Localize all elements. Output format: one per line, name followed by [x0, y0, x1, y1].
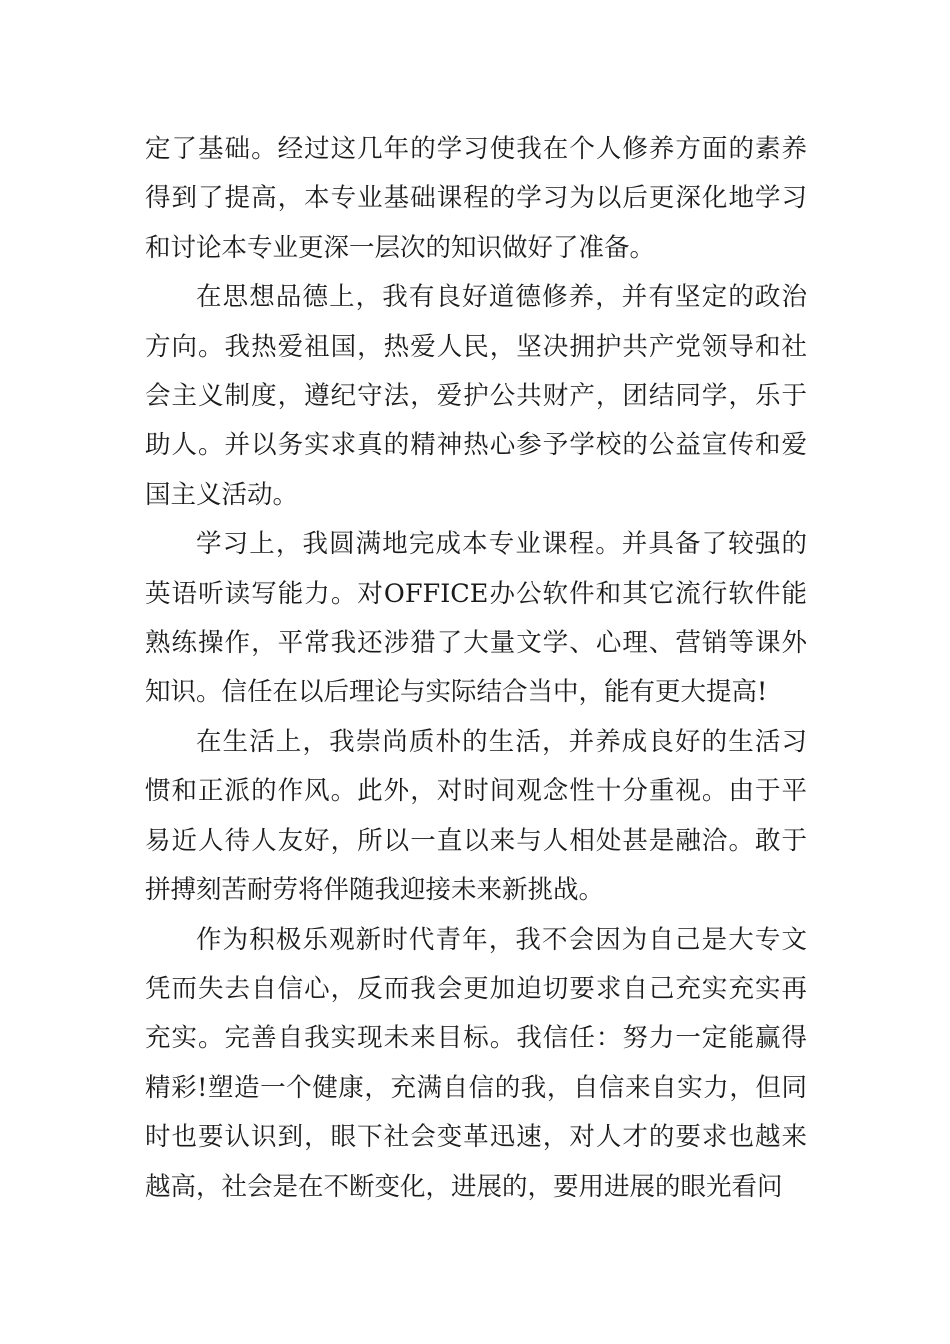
paragraph-outlook: 作为积极乐观新时代青年，我不会因为自己是大专文凭而失去自信心，反而我会更加迫切要求自己充实充实再充实。完善自我实现未来目标。我信任：努力一定能赢得精彩!塑造一个健康，充满自信的我，自信来自实力，但同时也要认识到，眼下社会变革迅速，对人才的要求也越来越高，社会是在不断变化，进展的，要用进展的眼光看问: [145, 924, 807, 1202]
paragraph-life: 在生活上，我崇尚质朴的生活，并养成良好的生活习惯和正派的作风。此外，对时间观念性十分重视。由于平易近人待人友好，所以一直以来与人相处甚是融洽。敢于拼搏刻苦耐劳将伴随我迎接未来新挑战。: [145, 726, 807, 906]
paragraph-study: 学习上，我圆满地完成本专业课程。并具备了较强的英语听读写能力。对OFFICE办公软件和其它流行软件能熟练操作，平常我还涉猎了大量文学、心理、营销等课外知识。信任在以后理论与实际结合当中，能有更大提高!: [145, 529, 807, 708]
paragraph-moral-character: 在思想品德上，我有良好道德修养，并有坚定的政治方向。我热爱祖国，热爱人民，坚决拥护共产党领导和社会主义制度，遵纪守法，爱护公共财产，团结同学，乐于助人。并以务实求真的精神热心参予学校的公益宣传和爱国主义活动。: [145, 282, 807, 510]
paragraph-continuation: 定了基础。经过这几年的学习使我在个人修养方面的素养得到了提高，本专业基础课程的学习为以后更深化地学习和讨论本专业更深一层次的知识做好了准备。: [145, 134, 807, 263]
document-body: [145, 125, 807, 1212]
